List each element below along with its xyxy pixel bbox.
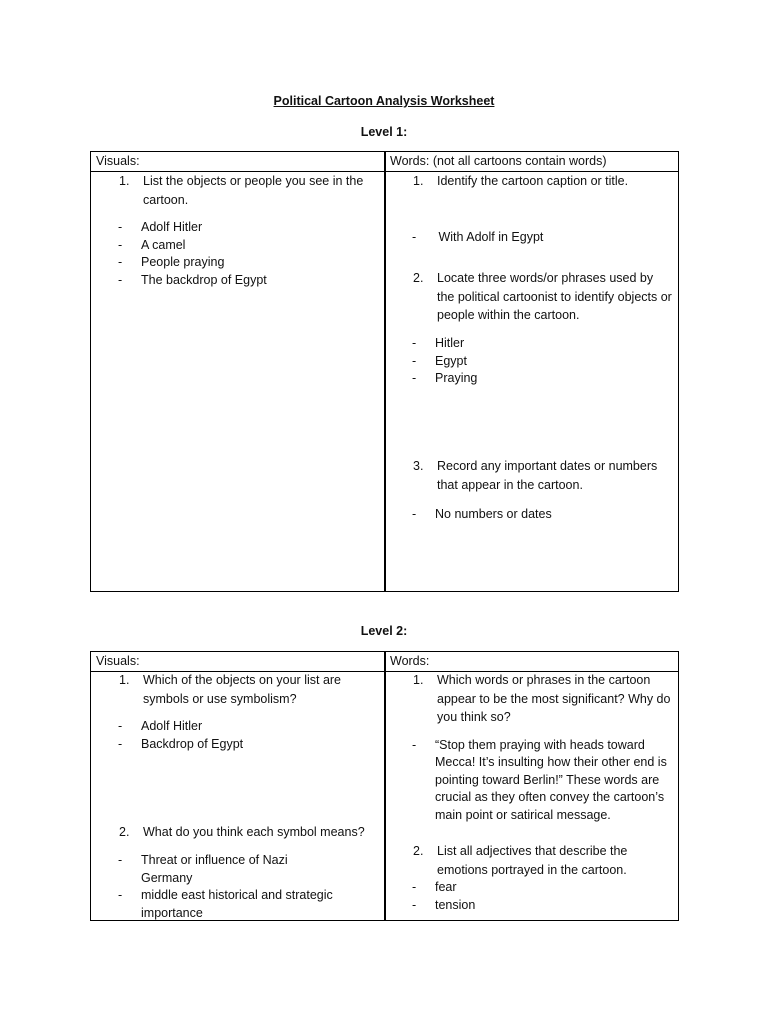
list-item: - No numbers or dates (385, 506, 678, 524)
level-1-heading: Level 1: (360, 125, 408, 139)
level-1-table (90, 151, 679, 592)
list-item: - Praying (385, 370, 678, 388)
level-1-words-answers-1 (385, 201, 678, 275)
level-2-heading: Level 2: (360, 624, 408, 638)
question-text: Record any important dates or numbers that appear in the cartoon. (437, 459, 658, 492)
list-item: - Hitler (385, 335, 678, 353)
list-item: - Threat or influence of Nazi Germany (91, 852, 341, 887)
question-text: Locate three words/or phrases used by the political cartoonist to identify objects or people within the cartoon. (437, 271, 672, 322)
question-number: 1. (413, 673, 424, 687)
question-number: 2. (413, 271, 424, 285)
question-text: List all adjectives that describe the emotions portrayed in the cartoon. (437, 844, 628, 877)
level-2-words-question-2 (385, 842, 673, 879)
list-item: - Egypt (385, 353, 678, 371)
level-1-visuals-question-1 (91, 172, 373, 209)
level-1-words-question-1 (385, 172, 673, 191)
list-item: - People praying (91, 254, 381, 272)
question-text: List the objects or people you see in the cartoon. (143, 174, 364, 207)
list-item: - “Stop them praying with heads toward Mecca! It’s insulting how their other end is pointing toward Berlin!” These words are crucial as they often convey the cartoon’s main point or satirical message. (385, 737, 675, 825)
level-2-visuals-question-1 (91, 671, 373, 708)
level-2-words-cell (385, 671, 678, 920)
question-number: 1. (413, 174, 424, 188)
question-number: 2. (413, 844, 424, 858)
level-1-words-answers-2 (385, 335, 678, 388)
list-item: - The backdrop of Egypt (91, 272, 381, 290)
question-number: 1. (119, 673, 130, 687)
level-1-visuals-answers (91, 219, 381, 289)
worksheet-title: Political Cartoon Analysis Worksheet (273, 94, 495, 108)
question-text: Which of the objects on your list are symbols or use symbolism? (143, 673, 342, 706)
level-2-words-question-1 (385, 671, 673, 727)
question-number: 3. (413, 459, 424, 473)
level-2-words-header: Words: (390, 654, 430, 668)
level-1-words-question-3 (385, 457, 673, 494)
question-text: What do you think each symbol means? (143, 825, 365, 839)
level-1-words-header: Words: (not all cartoons contain words) (390, 154, 607, 168)
list-item: - fear (385, 879, 678, 897)
list-item: - tension (385, 897, 678, 915)
level-1-words-answers-3 (385, 506, 678, 524)
level-2-visuals-answers-2 (91, 852, 341, 922)
list-item: - middle east historical and strategic importance (91, 887, 341, 922)
level-2-visuals-cell (91, 671, 381, 920)
level-2-visuals-question-2 (91, 823, 383, 842)
list-item: - With Adolf in Egypt (385, 229, 678, 247)
question-number: 2. (119, 825, 130, 839)
level-1-visuals-header: Visuals: (96, 154, 140, 168)
level-2-words-answers-1 (385, 737, 675, 825)
level-1-visuals-cell (91, 172, 381, 289)
question-text: Identify the cartoon caption or title. (437, 174, 629, 188)
level-2-words-answers-2 (385, 879, 678, 914)
level-2-visuals-header: Visuals: (96, 654, 140, 668)
level-2-visuals-answers-1 (91, 718, 381, 753)
list-item: - Adolf Hitler (91, 718, 381, 736)
level-1-words-question-2 (385, 269, 673, 325)
list-item: - A camel (91, 237, 381, 255)
level-2-table (90, 651, 679, 921)
list-item: - Backdrop of Egypt (91, 736, 381, 754)
list-item: - Adolf Hitler (91, 219, 381, 237)
question-number: 1. (119, 174, 130, 188)
level-1-words-cell (385, 172, 678, 521)
question-text: Which words or phrases in the cartoon appear to be the most significant? Why do you think so? (437, 673, 671, 724)
